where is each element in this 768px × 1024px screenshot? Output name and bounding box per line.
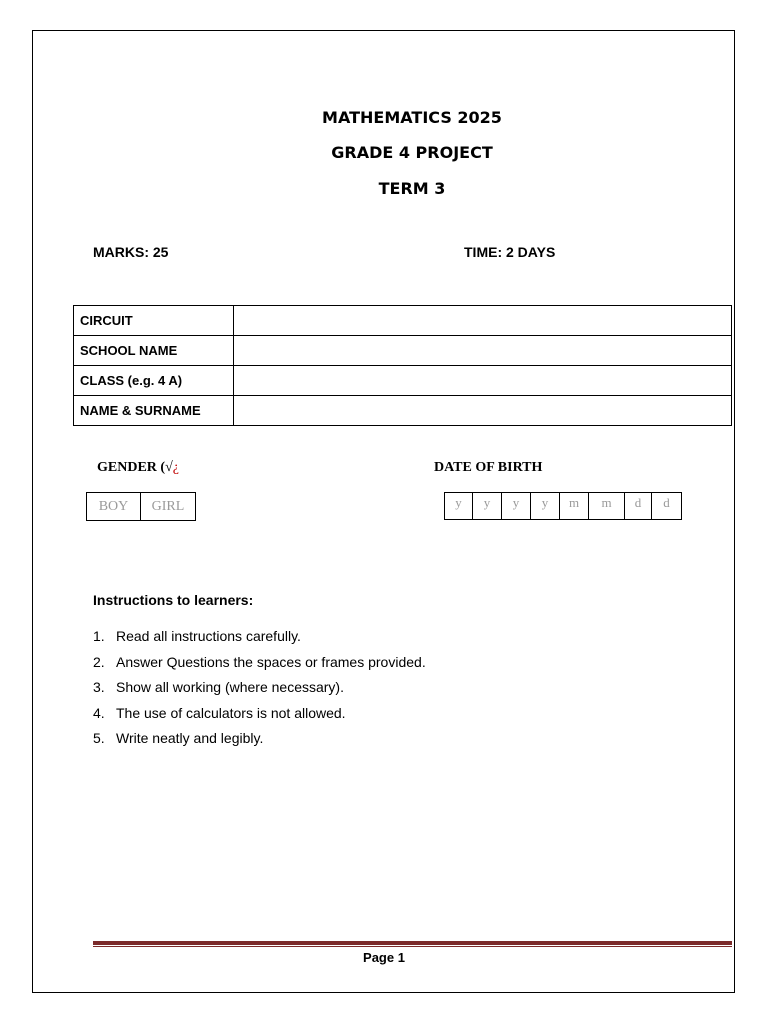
dob-month-box[interactable]: m <box>559 492 589 520</box>
learner-info-table <box>73 305 732 426</box>
table-row <box>74 306 732 336</box>
gender-label-text: GENDER ( <box>97 460 166 475</box>
list-item-text: The use of calculators is not allowed. <box>116 704 346 721</box>
footer-divider-thin <box>93 946 732 947</box>
list-item <box>93 679 426 705</box>
list-item-number: 5. <box>93 730 105 746</box>
table-row <box>74 366 732 396</box>
list-item-number: 4. <box>93 704 105 721</box>
document-title: MATHEMATICS 2025 <box>322 108 502 127</box>
dob-day-box[interactable]: d <box>624 492 652 520</box>
dob-year-box[interactable]: y <box>444 492 473 520</box>
gender-option-boy[interactable]: BOY <box>86 492 141 521</box>
dob-year-box[interactable]: y <box>472 492 502 520</box>
class-label: CLASS (e.g. 4 A) <box>74 366 234 396</box>
instructions-list <box>93 628 426 756</box>
marks-label: MARKS: 25 <box>93 244 169 260</box>
gender-option-girl[interactable]: GIRL <box>140 492 196 521</box>
list-item <box>93 628 426 654</box>
list-item <box>93 654 426 680</box>
check-mark-icon: √ <box>165 460 173 475</box>
dob-year-box[interactable]: y <box>501 492 531 520</box>
dob-day-box[interactable]: d <box>651 492 682 520</box>
gender-options <box>86 492 196 521</box>
instructions-title: Instructions to learners: <box>93 592 254 608</box>
table-row <box>74 396 732 426</box>
list-item <box>93 730 426 756</box>
list-item-number: 1. <box>93 628 105 644</box>
list-item-number: 3. <box>93 679 105 695</box>
circuit-field[interactable] <box>234 306 732 336</box>
page-number: Page 1 <box>363 950 405 965</box>
list-item-text: Read all instructions carefully. <box>116 628 301 644</box>
list-item-text: Write neatly and legibly. <box>116 730 264 746</box>
list-item <box>93 705 426 731</box>
gender-label <box>97 460 179 476</box>
name-surname-field[interactable] <box>234 396 732 426</box>
dob-year-box[interactable]: y <box>530 492 560 520</box>
footer-divider <box>93 941 732 945</box>
dob-label: DATE OF BIRTH <box>434 460 543 475</box>
name-surname-label: NAME & SURNAME <box>74 396 234 426</box>
dob-month-box[interactable]: m <box>588 492 625 520</box>
close-mark-glyph: ¿ <box>172 460 179 475</box>
school-name-label: SCHOOL NAME <box>74 336 234 366</box>
document-subtitle: GRADE 4 PROJECT <box>331 143 493 162</box>
dob-boxes <box>444 492 682 520</box>
list-item-text: Show all working (where necessary). <box>116 679 344 695</box>
list-item-text: Answer Questions the spaces or frames provided. <box>116 653 426 670</box>
circuit-label: CIRCUIT <box>74 306 234 336</box>
list-item-number: 2. <box>93 653 105 670</box>
time-label: TIME: 2 DAYS <box>464 244 556 260</box>
table-row <box>74 336 732 366</box>
class-field[interactable] <box>234 366 732 396</box>
document-term: TERM 3 <box>378 179 446 198</box>
school-name-field[interactable] <box>234 336 732 366</box>
